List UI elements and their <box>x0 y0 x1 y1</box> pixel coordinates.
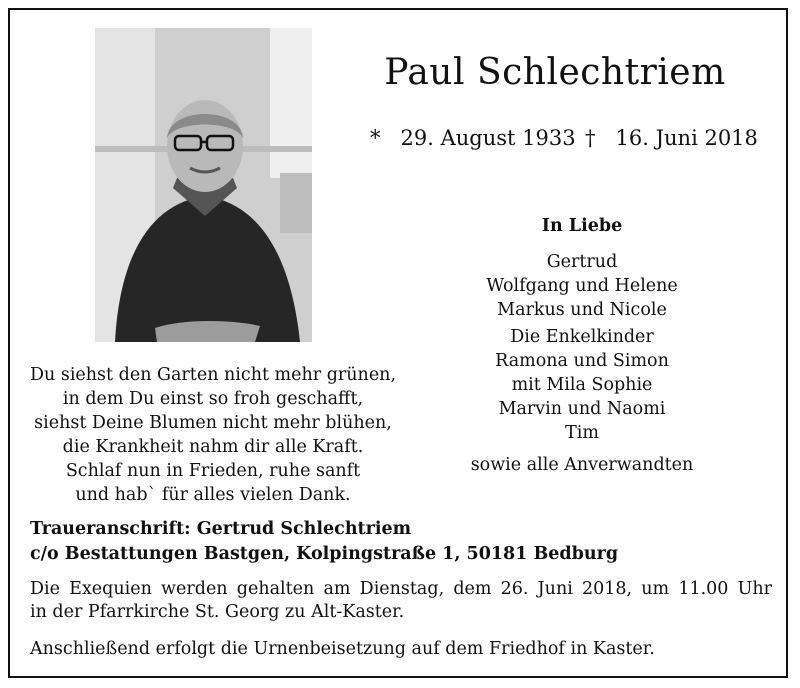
birth-date-group <box>370 126 576 150</box>
memorial-poem <box>18 363 408 507</box>
mourners-closing: sowie alle Anverwandten <box>470 455 694 475</box>
address-line-1: Traueranschrift: Gertrud Schlechtriem <box>30 519 412 539</box>
mourner-line: Markus und Nicole <box>497 300 667 320</box>
mourner-line: Wolfgang und Helene <box>486 276 678 296</box>
poem-line: die Krankheit nahm dir alle Kraft. <box>62 437 364 457</box>
notice-line-2: in der Pfarrkirche St. Georg zu Alt-Kaster. <box>30 602 405 622</box>
mourner-line: Ramona und Simon <box>495 351 669 371</box>
mourners-intro: In Liebe <box>541 216 623 236</box>
mourner-line: Die Enkelkinder <box>510 327 654 347</box>
mourners-list <box>440 214 724 477</box>
poem-line: siehst Deine Blumen nicht mehr blühen, <box>34 413 392 433</box>
poem-line: in dem Du einst so froh geschafft, <box>62 389 364 409</box>
poem-line: Schlaf nun in Frieden, ruhe sanft <box>65 461 361 481</box>
notice-burial: Anschließend erfolgt die Urnenbeisetzung auf dem Friedhof in Kaster. <box>30 639 655 659</box>
birth-date: 29. August 1933 <box>400 126 576 150</box>
mourner-line: Tim <box>565 423 599 443</box>
poem-line: und hab` für alles vielen Dank. <box>75 485 351 505</box>
address-line-2: c/o Bestattungen Bastgen, Kolpingstraße 1, 50181 Bedburg <box>30 544 619 564</box>
portrait-photo <box>95 28 312 342</box>
mourning-address <box>30 517 618 567</box>
mourner-line: Gertrud <box>546 252 618 272</box>
poem-line: Du siehst den Garten nicht mehr grünen, <box>29 365 397 385</box>
mourner-line: mit Mila Sophie <box>511 375 653 395</box>
death-date: 16. Juni 2018 <box>615 126 758 150</box>
deceased-name: Paul Schlechtriem <box>384 52 726 93</box>
birth-star-icon: * <box>370 126 381 150</box>
notice-line-1: Die Exequien werden gehalten am Dienstag, dem 26. Juni 2018, um 11.00 Uhr <box>30 579 772 599</box>
service-notice <box>30 578 772 659</box>
death-date-group <box>585 126 758 150</box>
death-cross-icon: † <box>585 126 596 150</box>
mourner-line: Marvin und Naomi <box>498 399 666 419</box>
